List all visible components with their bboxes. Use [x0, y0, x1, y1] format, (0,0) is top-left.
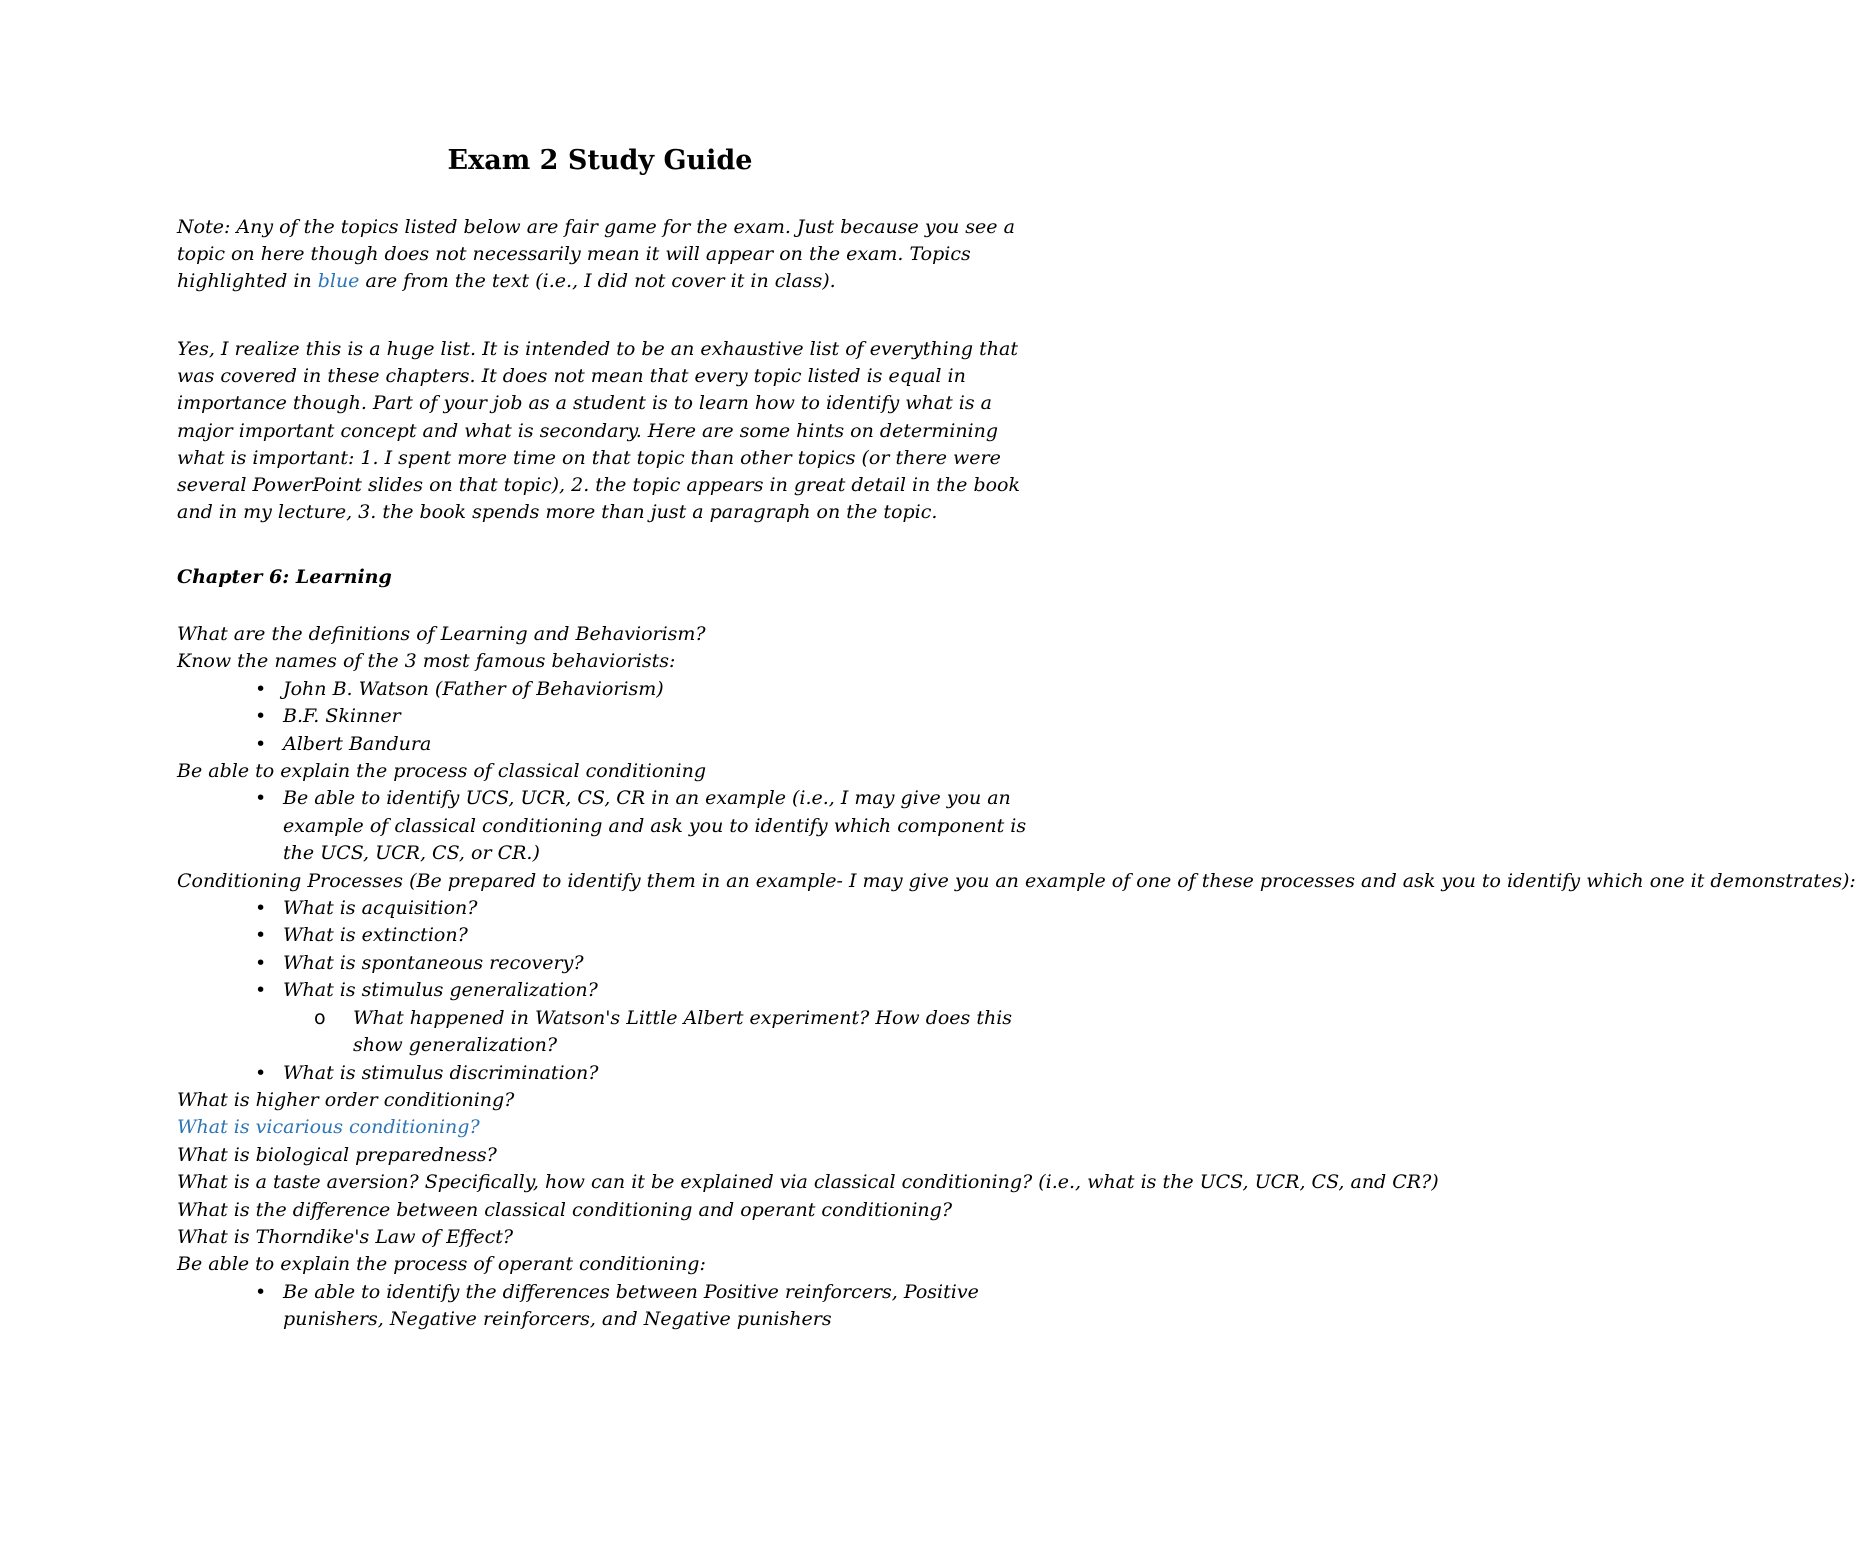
bullet-icon: • — [255, 677, 267, 700]
topic-line — [177, 1251, 1037, 1278]
bullet-icon: • — [255, 1061, 267, 1084]
topic-line — [177, 1142, 1037, 1169]
list-item-text: What is acquisition? — [283, 897, 478, 920]
list-item-text: What is stimulus generalization? — [283, 979, 598, 1002]
list-item-text: Be able to identify UCS, UCR, CS, CR in an example (i.e., I may give you an example of classical conditioning and ask you to identify which component is the UCS, UCR, CS, or CR.) — [283, 787, 1027, 865]
bullet-item — [177, 785, 1037, 867]
bullet-item — [177, 676, 1037, 703]
bullet-item — [177, 731, 1037, 758]
topic-text: What are the definitions of Learning and Behaviorism? — [177, 623, 706, 645]
list-item-text: What happened in Watson's Little Albert experiment? How does this show generalization? — [353, 1006, 1013, 1057]
note-text-start: Note: Any of the topics listed below are fair game for the exam. Just because you see a topic on here though does not necessarily mean it will appear on the exam. Topics highlighted in — [177, 216, 1015, 293]
topic-line — [177, 621, 1037, 648]
topic-text: What is a taste aversion? Specifically, how can it be explained via classical conditioning? (i.e., what is the UCS, UCR, CS, and CR?) — [177, 1171, 1439, 1194]
bullet-item — [177, 895, 1037, 922]
bullet-item — [177, 1060, 1037, 1087]
bullet-item — [177, 977, 1037, 1004]
topic-text: What is vicarious conditioning? — [177, 1116, 480, 1139]
list-item-text: Albert Bandura — [283, 732, 432, 755]
bullet-item — [177, 703, 1037, 730]
topic-line — [177, 1224, 1037, 1251]
topic-text: What is the difference between classical conditioning and operant conditioning? — [177, 1198, 953, 1221]
topic-line — [177, 1197, 1037, 1224]
bullet-icon: • — [255, 897, 267, 920]
list-item-text: Be able to identify the differences between Positive reinforcers, Positive punishers, Negative reinforcers, and Negative punishers — [283, 1280, 979, 1331]
bullet-icon: • — [255, 924, 267, 947]
topic-text: What is higher order conditioning? — [177, 1088, 515, 1111]
topic-text: Know the names of the 3 most famous behaviorists: — [177, 650, 676, 673]
topic-text: Conditioning Processes (Be prepared to identify them in an example- I may give you an example of one of these processes and ask you to identify which one it demonstrates): — [177, 869, 1856, 892]
list-item-text: What is spontaneous recovery? — [283, 951, 584, 974]
bullet-icon: • — [255, 979, 267, 1002]
bullet-icon: • — [255, 1280, 267, 1303]
bullet-icon: • — [255, 732, 267, 755]
topic-list — [177, 621, 1856, 1334]
note-paragraph — [177, 214, 1037, 296]
sub-bullet-item — [177, 1005, 1037, 1060]
topic-text: Be able to explain the process of operant conditioning: — [177, 1253, 706, 1276]
bullet-icon: • — [255, 951, 267, 974]
topic-line — [177, 1169, 1439, 1196]
bullet-icon: • — [255, 705, 267, 728]
bullet-item — [177, 950, 1037, 977]
bullet-icon: • — [255, 787, 267, 810]
circle-bullet-icon: o — [314, 1006, 326, 1029]
bullet-item — [177, 922, 1037, 949]
topic-line — [177, 758, 1037, 785]
note-text-end: are from the text (i.e., I did not cover it in class). — [359, 270, 836, 293]
topic-line — [177, 868, 1856, 895]
list-item-text: What is extinction? — [283, 924, 468, 947]
textbook-topic-line — [177, 1114, 1037, 1141]
list-item-text: B.F. Skinner — [283, 705, 401, 728]
topic-text: Be able to explain the process of classical conditioning — [177, 760, 706, 783]
intro-paragraph: Yes, I realize this is a huge list. It is intended to be an exhaustive list of everything that was covered in these chapters. It does not mean that every topic listed is equal in importance though. Part of your job as a student is to learn how to identify what is a major important concept and what is secondary. Here are some hints on determining what is important: 1. I spent more time on that topic than other topics (or there were several PowerPoint slides on that topic), 2. the topic appears in great detail in the book and in my lecture, 3. the book spends more than just a paragraph on the topic. — [177, 338, 1021, 524]
note-highlight-word: blue — [317, 270, 360, 293]
chapter-heading: Chapter 6: Learning — [177, 566, 392, 588]
list-item-text: What is stimulus discrimination? — [283, 1061, 599, 1084]
topic-text: What is Thorndike's Law of Effect? — [177, 1225, 514, 1248]
bullet-item — [177, 1279, 1037, 1334]
topic-line — [177, 648, 1037, 675]
topic-text: What is biological preparedness? — [177, 1143, 497, 1166]
topic-line — [177, 1087, 1037, 1114]
list-item-text: John B. Watson (Father of Behaviorism) — [283, 677, 664, 700]
page-title: Exam 2 Study Guide — [447, 145, 753, 176]
